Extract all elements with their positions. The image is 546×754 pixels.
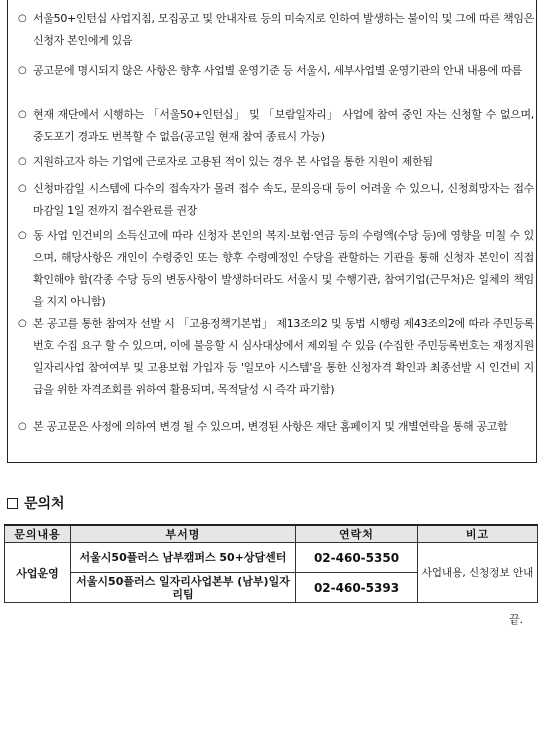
category-cell: 사업운영: [5, 543, 71, 603]
notice-item: [18, 8, 534, 52]
section-title-text: 문의처: [24, 496, 65, 512]
department-cell: 서울시50플러스 남부캠퍼스 50+상담센터: [71, 543, 296, 573]
contact-table: [4, 524, 538, 603]
bullet-icon: ○: [18, 421, 27, 432]
bullet-icon: ○: [18, 230, 27, 241]
notice-item-text: 현재 재단에서 시행하는 「서울50+인턴십」 및 「보람일자리」 사업에 참여 중인 자는 신청할 수 없으며, 중도포기 경과도 번복할 수 없음(공고일 현재 참여 종료시 가능): [33, 108, 534, 143]
bullet-icon: ○: [18, 318, 27, 329]
notice-item-text: 서울50+인턴십 사업지침, 모집공고 및 안내자료 등의 미숙지로 인하여 발생하는 불이익 및 그에 따른 책임은 신청자 본인에게 있음: [33, 12, 534, 47]
phone-cell: 02-460-5350: [296, 543, 418, 573]
table-row: [5, 543, 538, 573]
notice-item: [18, 104, 534, 148]
header-contact: 연락처: [296, 525, 418, 543]
header-inquiry: 문의내용: [5, 525, 71, 543]
phone-cell: 02-460-5393: [296, 573, 418, 603]
section-title: [7, 493, 65, 513]
notice-item-text: 공고문에 명시되지 않은 사항은 향후 사업별 운영기준 등 서울시, 세부사업별 운영기관의 안내 내용에 따름: [33, 64, 522, 77]
notice-item: [18, 416, 534, 438]
square-icon: [7, 498, 18, 509]
department-cell: 서울시50플러스 일자리사업본부 (남부)일자리팀: [71, 573, 296, 603]
notice-item: [18, 151, 534, 173]
notice-item: [18, 313, 534, 401]
header-department: 부서명: [71, 525, 296, 543]
notice-box: [7, 0, 537, 463]
bullet-icon: ○: [18, 65, 27, 76]
notice-item-text: 본 공고를 통한 참여자 선발 시 「고용정책기본법」 제13조의2 및 동법 시행령 제43조의2에 따라 주민등록번호 수집 요구 할 수 있으며, 이에 불응할 시 심사대상에서 제외될 수 있음 (수집한 주민등록번호는 재정지원일자리사업 참여여부 및 고용보험 가입자 등 '일모아 시스템'을 통한 신청자격 확인과 최종선발 시 인건비 지급을 위한 자격조회를 위하여 활용되며, 목적달성 시 즉각 파기함): [33, 317, 534, 396]
table-header-row: [5, 525, 538, 543]
notice-item-text: 본 공고문은 사정에 의하여 변경 될 수 있으며, 변경된 사항은 재단 홈페이지 및 개별연락을 통해 공고함: [33, 420, 508, 433]
end-mark: 끝.: [509, 613, 524, 626]
bullet-icon: ○: [18, 156, 27, 167]
notice-item: [18, 225, 534, 313]
bullet-icon: ○: [18, 183, 27, 194]
header-note: 비고: [418, 525, 538, 543]
note-cell: 사업내용, 신청정보 안내: [418, 543, 538, 603]
bullet-icon: ○: [18, 13, 27, 24]
notice-item-text: 동 사업 인건비의 소득신고에 따라 신청자 본인의 복지·보험·연금 등의 수령액(수당 등)에 영향을 미칠 수 있으며, 해당사항은 개인이 수령중인 또는 향후 수령예정인 수당을 관할하는 기관을 통해 신청자 본인이 직접 확인해야 함(각종 수당 등의 변동사항이 발생하더라도 서울시 및 수행기관, 참여기업(근무처)은 일체의 책임을 지지 아니함): [33, 229, 534, 308]
notice-item-text: 지원하고자 하는 기업에 근로자로 고용된 적이 있는 경우 본 사업을 통한 지원이 제한됨: [33, 155, 433, 168]
notice-item: [18, 178, 534, 222]
notice-item-text: 신청마감일 시스템에 다수의 접속자가 몰려 접수 속도, 문의응대 등이 어려울 수 있으니, 신청희망자는 접수마감일 1일 전까지 접수완료를 권장: [33, 182, 534, 217]
bullet-icon: ○: [18, 109, 27, 120]
notice-item: [18, 60, 534, 82]
